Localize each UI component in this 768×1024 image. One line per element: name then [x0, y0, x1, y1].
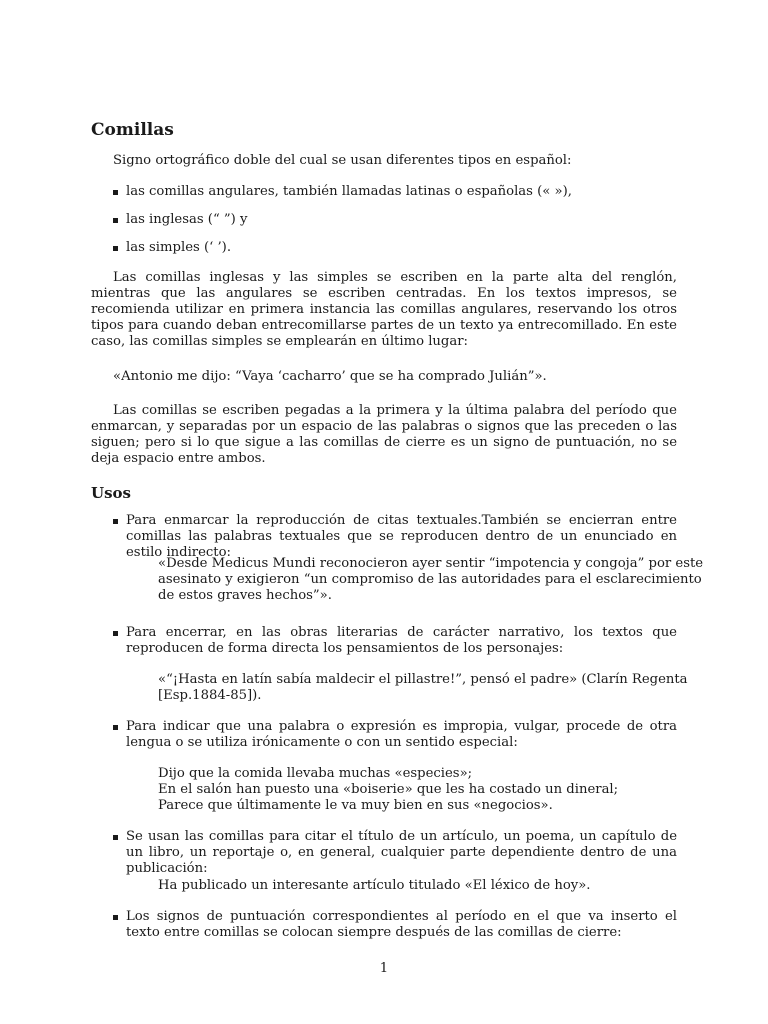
uso-item-titulos: Se usan las comillas para citar el título de un artículo, un poema, un capítulo de un libro, un reportaje o, en general, cualquier parte dependiente dentro de una publicación:: [113, 829, 677, 877]
paragraph-usage: Las comillas inglesas y las simples se escriben en la parte alta del renglón, mientras que las angulares se escriben centradas. En los textos impresos, se recomienda utilizar en primera instancia las comillas angulares, reservando los otros tipos para cuando deban entrecomillarse partes de un texto ya entrecomillado. En este caso, las comillas simples se emplearán en último lugar:: [91, 270, 677, 349]
uso-quote-titulos: Ha publicado un interesante artículo titulado «El léxico de hoy».: [158, 878, 591, 893]
bullet-icon: [113, 218, 118, 223]
intro-paragraph: Signo ortográfico doble del cual se usan diferentes tipos en español:: [113, 153, 572, 168]
uso-item-puntuacion: Los signos de puntuación correspondientes al período en el que va inserto el texto entre comillas se colocan siempre después de las comillas de cierre:: [113, 909, 677, 941]
list-item-simples: las simples (‘ ’).: [113, 240, 677, 256]
uso-item-pensamientos: Para encerrar, en las obras literarias de carácter narrativo, los textos que reproducen de forma directa los pensamientos de los personajes:: [113, 625, 677, 657]
bullet-icon: [113, 246, 118, 251]
bullet-icon: [113, 915, 118, 920]
bullet-icon: [113, 190, 118, 195]
bullet-icon: [113, 835, 118, 840]
paragraph-spacing: Las comillas se escriben pegadas a la primera y la última palabra del período que enmarcan, y separadas por un espacio de las palabras o signos que las preceden o las siguen; pero si lo que sigue a las comillas de cierre es un signo de puntuación, no se deja espacio entre ambos.: [91, 403, 677, 466]
example-quote: «Antonio me dijo: “Vaya ‘cacharro’ que se ha comprado Julián”».: [113, 369, 547, 384]
uso-quote-pensamientos: «“¡Hasta en latín sabía maldecir el pillastre!”, pensó el padre» (Clarín Regenta [Esp.1884-85]).: [158, 672, 688, 703]
subsection-title-usos: Usos: [91, 484, 131, 502]
section-title: Comillas: [91, 120, 174, 140]
uso-item-impropia: Para indicar que una palabra o expresión es impropia, vulgar, procede de otra lengua o se utiliza irónicamente o con un sentido especial:: [113, 719, 677, 751]
bullet-icon: [113, 725, 118, 730]
uso-item-citas: Para enmarcar la reproducción de citas textuales.También se encierran entre comillas las palabras textuales que se reproducen dentro de un enunciado en estilo indirecto:: [113, 513, 677, 561]
page-number: 1: [379, 961, 389, 976]
uso-quote-impropia: Dijo que la comida llevaba muchas «especies»; En el salón han puesto una «boiserie» que les ha costado un dineral; Parece que últimamente le va muy bien en sus «negocios».: [158, 766, 619, 813]
list-item-inglesas: las inglesas (“ ”) y: [113, 212, 677, 228]
uso-quote-citas: «Desde Medicus Mundi reconocieron ayer sentir “impotencia y congoja” por este asesinato y exigieron “un compromiso de las autoridades para el esclarecimiento de estos graves hechos”».: [158, 556, 704, 603]
bullet-icon: [113, 631, 118, 636]
list-item-angular: las comillas angulares, también llamadas latinas o españolas (« »),: [113, 184, 677, 200]
bullet-icon: [113, 519, 118, 524]
